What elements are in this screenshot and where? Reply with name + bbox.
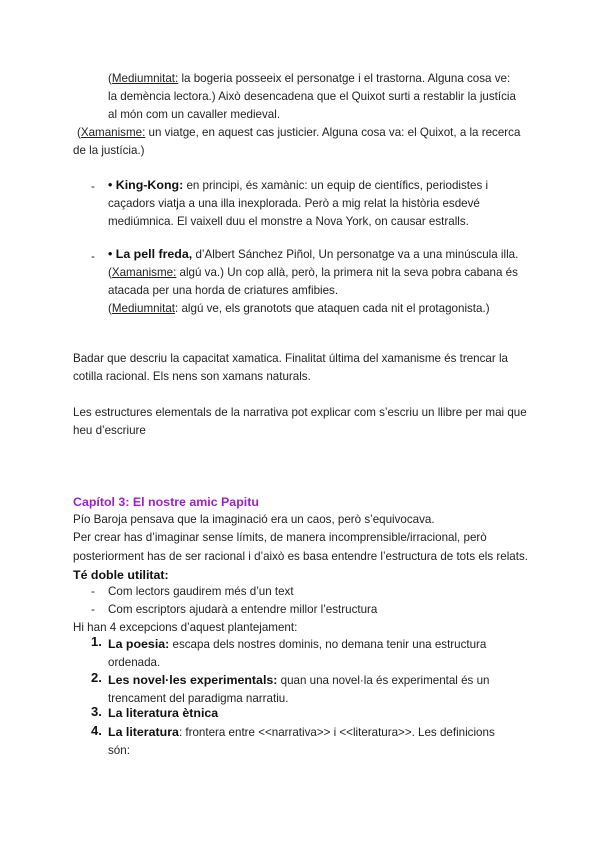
exceptions-intro: Hi han 4 excepcions d’aquest plantejament: <box>73 621 298 634</box>
exception-item-novelles <box>108 671 508 708</box>
exception-number: 3. <box>91 704 102 719</box>
la-pell-freda-text: d’Albert Sánchez Piñol, Un personatge va a una minúscula illa. <box>192 248 519 261</box>
la-pell-freda-title: • La pell freda, <box>108 247 193 261</box>
exception-item-literatura <box>108 723 508 760</box>
use-item: Com lectors gaudirem més d’un text <box>108 585 294 598</box>
chapter-line-crear <box>73 529 528 585</box>
mediumnitat-text: : algú ve, els granotots que ataquen cada nit el protagonista.) <box>175 302 490 315</box>
doble-utilitat-label: Té doble utilitat: <box>73 568 169 582</box>
exception-number: 2. <box>91 670 102 685</box>
exception-item-poesia <box>108 635 508 672</box>
exception-title: Les novel·les experimentals: <box>108 673 278 687</box>
la-pell-freda-xamanisme: (Xamanisme: algú va.) Un cop allà, però, la primera nit la seva pobra cabana és atacada per una horda de criatures amfibies. <box>108 266 518 297</box>
xamanisme-label: Xamanisme: <box>80 126 146 139</box>
chapter-line-baroja: Pío Baroja pensava que la imaginació era un caos, però s’equivocava. <box>73 513 435 526</box>
exception-title: La literatura <box>108 725 179 739</box>
exception-item-etnica <box>108 704 508 723</box>
exception-number: 4. <box>91 723 102 738</box>
list-dash: - <box>91 250 95 263</box>
paragraph-badar: Badar que descriu la capacitat xamatica. Finalitat última del xamanisme és trencar la cotilla racional. Els nens son xamans naturals. <box>73 352 508 383</box>
intro-mediumnitat-paragraph: (Mediumnitat: la bogeria posseeix el personatge i el trastorna. Alguna cosa ve: la demència lectora.) Això desencadena que el Quixot surti a restablir la justícia al món com un cavaller medieval. <box>108 72 516 121</box>
paragraph-estructures: Les estructures elementals de la narrativa pot explicar com s’escriu un llibre per mai que heu d’escriure <box>73 406 527 437</box>
mediumnitat-text: la bogeria posseeix el personatge i el trastorna. Alguna cosa ve: la demència lectora.) Això desencadena que el Quixot surti a restablir la justícia al món com un cavaller medieval. <box>108 72 516 121</box>
la-pell-freda-mediumnitat: (Mediumnitat: algú ve, els granotots que ataquen cada nit el protagonista.) <box>108 302 490 315</box>
list-dash: - <box>91 603 95 616</box>
mediumnitat-label: Mediumnitat <box>111 302 176 315</box>
exception-title: La poesia: <box>108 637 170 651</box>
use-item: Com escriptors ajudarà a entendre millor l’estructura <box>108 603 378 616</box>
intro-xamanisme-paragraph: (Xamanisme: un viatge, en aquest cas justicier. Alguna cosa va: el Quixot, a la recerca de la justícia.) <box>73 126 521 157</box>
mediumnitat-label: Mediumnitat: <box>111 72 179 85</box>
exception-text: : frontera entre <<narrativa>> i <<literatura>>. Les definicions són: <box>108 726 495 757</box>
chapter-line-crear-text: Per crear has d’imaginar sense límits, de manera incomprensible/irracional, però posteriorment has de ser racional i d’això es basa entendre l’estructura de tots els relats. <box>73 531 528 563</box>
exception-text: quan una novel·la és experimental és un trencament del paradigma narratiu. <box>108 674 490 705</box>
xamanisme-text: un viatge, en aquest cas justicier. Alguna cosa va: el Quixot, a la recerca de la justícia.) <box>73 126 521 157</box>
king-kong-title: • King-Kong: <box>108 178 184 192</box>
list-dash: - <box>91 585 95 598</box>
la-pell-freda-intro <box>108 245 520 264</box>
list-dash: - <box>91 180 95 193</box>
xamanisme-label: Xamanisme: <box>111 266 177 279</box>
exception-title: La literatura ètnica <box>108 706 219 720</box>
list-item-la-pell-freda <box>108 245 520 318</box>
exception-number: 1. <box>91 634 102 649</box>
chapter-heading: Capítol 3: El nostre amic Papitu <box>73 495 259 509</box>
exception-text: escapa dels nostres dominis, no demana tenir una estructura ordenada. <box>108 638 487 669</box>
king-kong-text: en principi, és xamànic: un equip de científics, periodistes i caçadors viatja a una illa inexplorada. Però a mig relat la història esdevé mediúmnica. El vaixell duu el monstre a Nova York, on causar estralls. <box>108 179 489 228</box>
xamanisme-text: algú va.) Un cop allà, però, la primera nit la seva pobra cabana és atacada per una horda de criatures amfibies. <box>108 266 518 297</box>
list-item-king-kong <box>108 176 520 231</box>
